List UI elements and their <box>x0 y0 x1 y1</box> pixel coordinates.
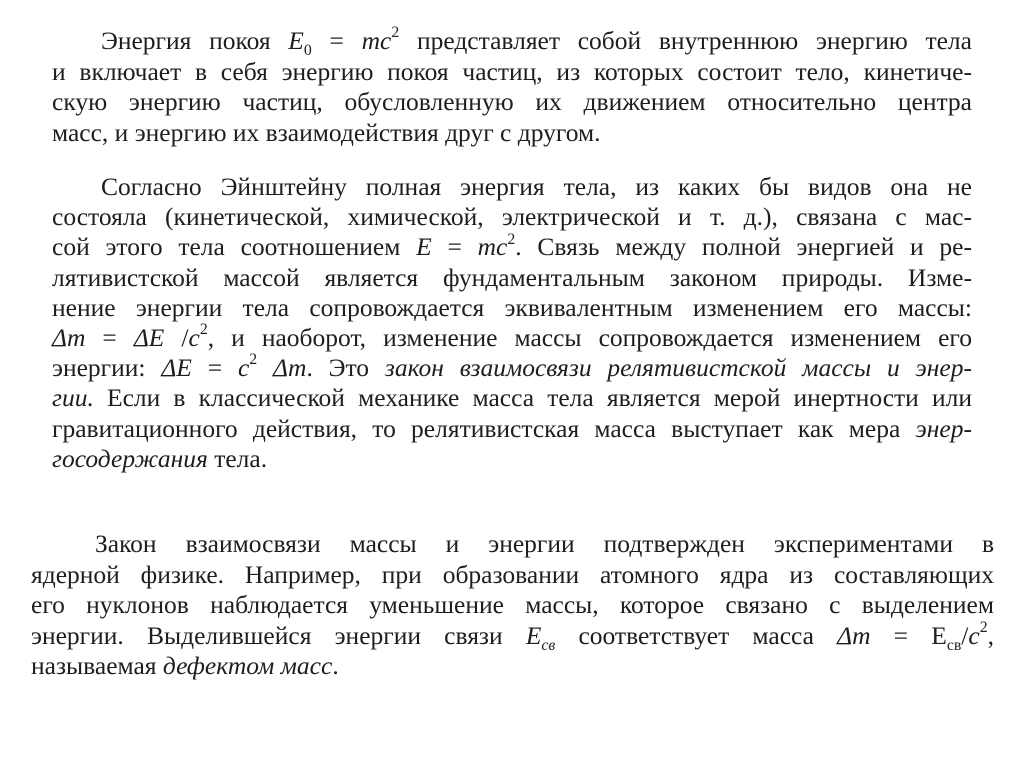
text-line <box>52 87 972 117</box>
text-run: госодержания <box>52 443 208 473</box>
text-run: тела. <box>207 443 268 473</box>
text-line <box>52 353 972 383</box>
subscript: св <box>946 636 962 654</box>
text-run: состояла (кинетической, химической, электрической и т. д.), связана с мас- <box>52 202 972 232</box>
text-line <box>31 651 339 681</box>
text-run: = <box>85 323 134 352</box>
text-run: ΔE <box>161 353 192 383</box>
text-line <box>52 383 972 413</box>
text-line <box>52 323 972 353</box>
text-run: , <box>987 620 994 650</box>
superscript: 2 <box>507 230 516 248</box>
text-run: . <box>332 651 339 680</box>
text-run: E <box>416 232 432 262</box>
text-line <box>101 24 972 60</box>
text-line <box>95 529 994 559</box>
text-run: c <box>237 353 250 383</box>
text-run <box>257 353 273 382</box>
text-line <box>52 293 972 323</box>
text-run: называемая <box>31 651 163 680</box>
superscript: 2 <box>391 24 400 42</box>
text-run: E <box>288 26 304 55</box>
superscript: 2 <box>979 618 988 636</box>
text-run: закон взаимосвязи релятивистской массы и энер- <box>384 353 972 383</box>
subscript: св <box>541 636 556 654</box>
text-run: mc <box>361 26 392 55</box>
text-line <box>52 232 972 262</box>
text-run: лятивистской массой является фундаментальным законом природы. Изме- <box>52 262 972 292</box>
text-run: дефектом масс <box>162 651 333 680</box>
text-run: Согласно Эйнштейну полная энергия тела, из каких бы видов она не <box>101 172 972 201</box>
text-line <box>52 202 972 232</box>
text-run: скую энергию частиц, обусловленную их движением относительно центра <box>52 87 972 116</box>
text-line <box>52 263 972 293</box>
text-run: c <box>188 323 200 352</box>
text-run: энергии. Выделившейся энергии связи <box>31 620 526 650</box>
text-run: сой этого тела соотношением <box>52 232 417 262</box>
text-run: масс, и энергию их взаимодействия друг с другом. <box>52 117 601 147</box>
text-run: = <box>311 26 362 55</box>
text-run: нение энергии тела сопровождается эквивалентным изменением его массы: <box>52 292 972 322</box>
subscript: 0 <box>303 42 312 60</box>
text-run: соответствует масса <box>555 620 838 650</box>
text-run: ΔE <box>133 323 165 352</box>
text-line <box>31 590 994 620</box>
text-run: / <box>164 323 189 352</box>
text-run: . Это <box>306 353 385 383</box>
superscript: 2 <box>249 351 258 369</box>
text-run: , и наоборот, изменение массы сопровождается изменением его <box>207 323 972 352</box>
text-run: c <box>968 620 980 650</box>
text-run: . Связь между полной энергией и ре- <box>515 232 972 262</box>
text-run: гии. <box>52 383 94 413</box>
text-run: / <box>961 620 969 650</box>
text-line <box>52 118 600 148</box>
superscript: 2 <box>199 321 208 339</box>
text-run: Δm <box>837 620 871 650</box>
text-run: Δm <box>52 323 86 352</box>
text-run: = <box>431 232 478 262</box>
text-run: Если в классической механике масса тела является мерой инертности или <box>93 383 972 413</box>
text-run: Энергия покоя <box>101 26 289 55</box>
text-run: энер- <box>915 413 972 443</box>
text-line <box>31 560 994 590</box>
text-run: его нуклонов наблюдается уменьшение массы, которое связано с выделением <box>31 590 994 619</box>
text-line <box>52 444 267 474</box>
text-line <box>52 57 972 87</box>
text-run: Δm <box>273 353 307 383</box>
text-run: представляет собой внутреннюю энергию тела <box>399 26 972 55</box>
text-run: mc <box>477 232 508 262</box>
text-run: = Е <box>870 620 947 650</box>
text-run: гравитационного действия, то релятивистская масса выступает как мера <box>52 413 916 443</box>
text-run: и включает в себя энергию покоя частиц, из которых состоит тело, кинетиче- <box>52 56 972 86</box>
text-line <box>31 618 994 654</box>
text-run: энергии: <box>52 353 162 383</box>
text-line <box>52 414 972 444</box>
text-run: Закон взаимосвязи массы и энергии подтвержден экспериментами в <box>95 529 994 558</box>
text-line <box>101 172 972 202</box>
text-run: = <box>191 353 238 383</box>
text-run: E <box>525 620 542 650</box>
text-run: ядерной физике. Например, при образовании атомного ядра из составляющих <box>31 559 994 589</box>
